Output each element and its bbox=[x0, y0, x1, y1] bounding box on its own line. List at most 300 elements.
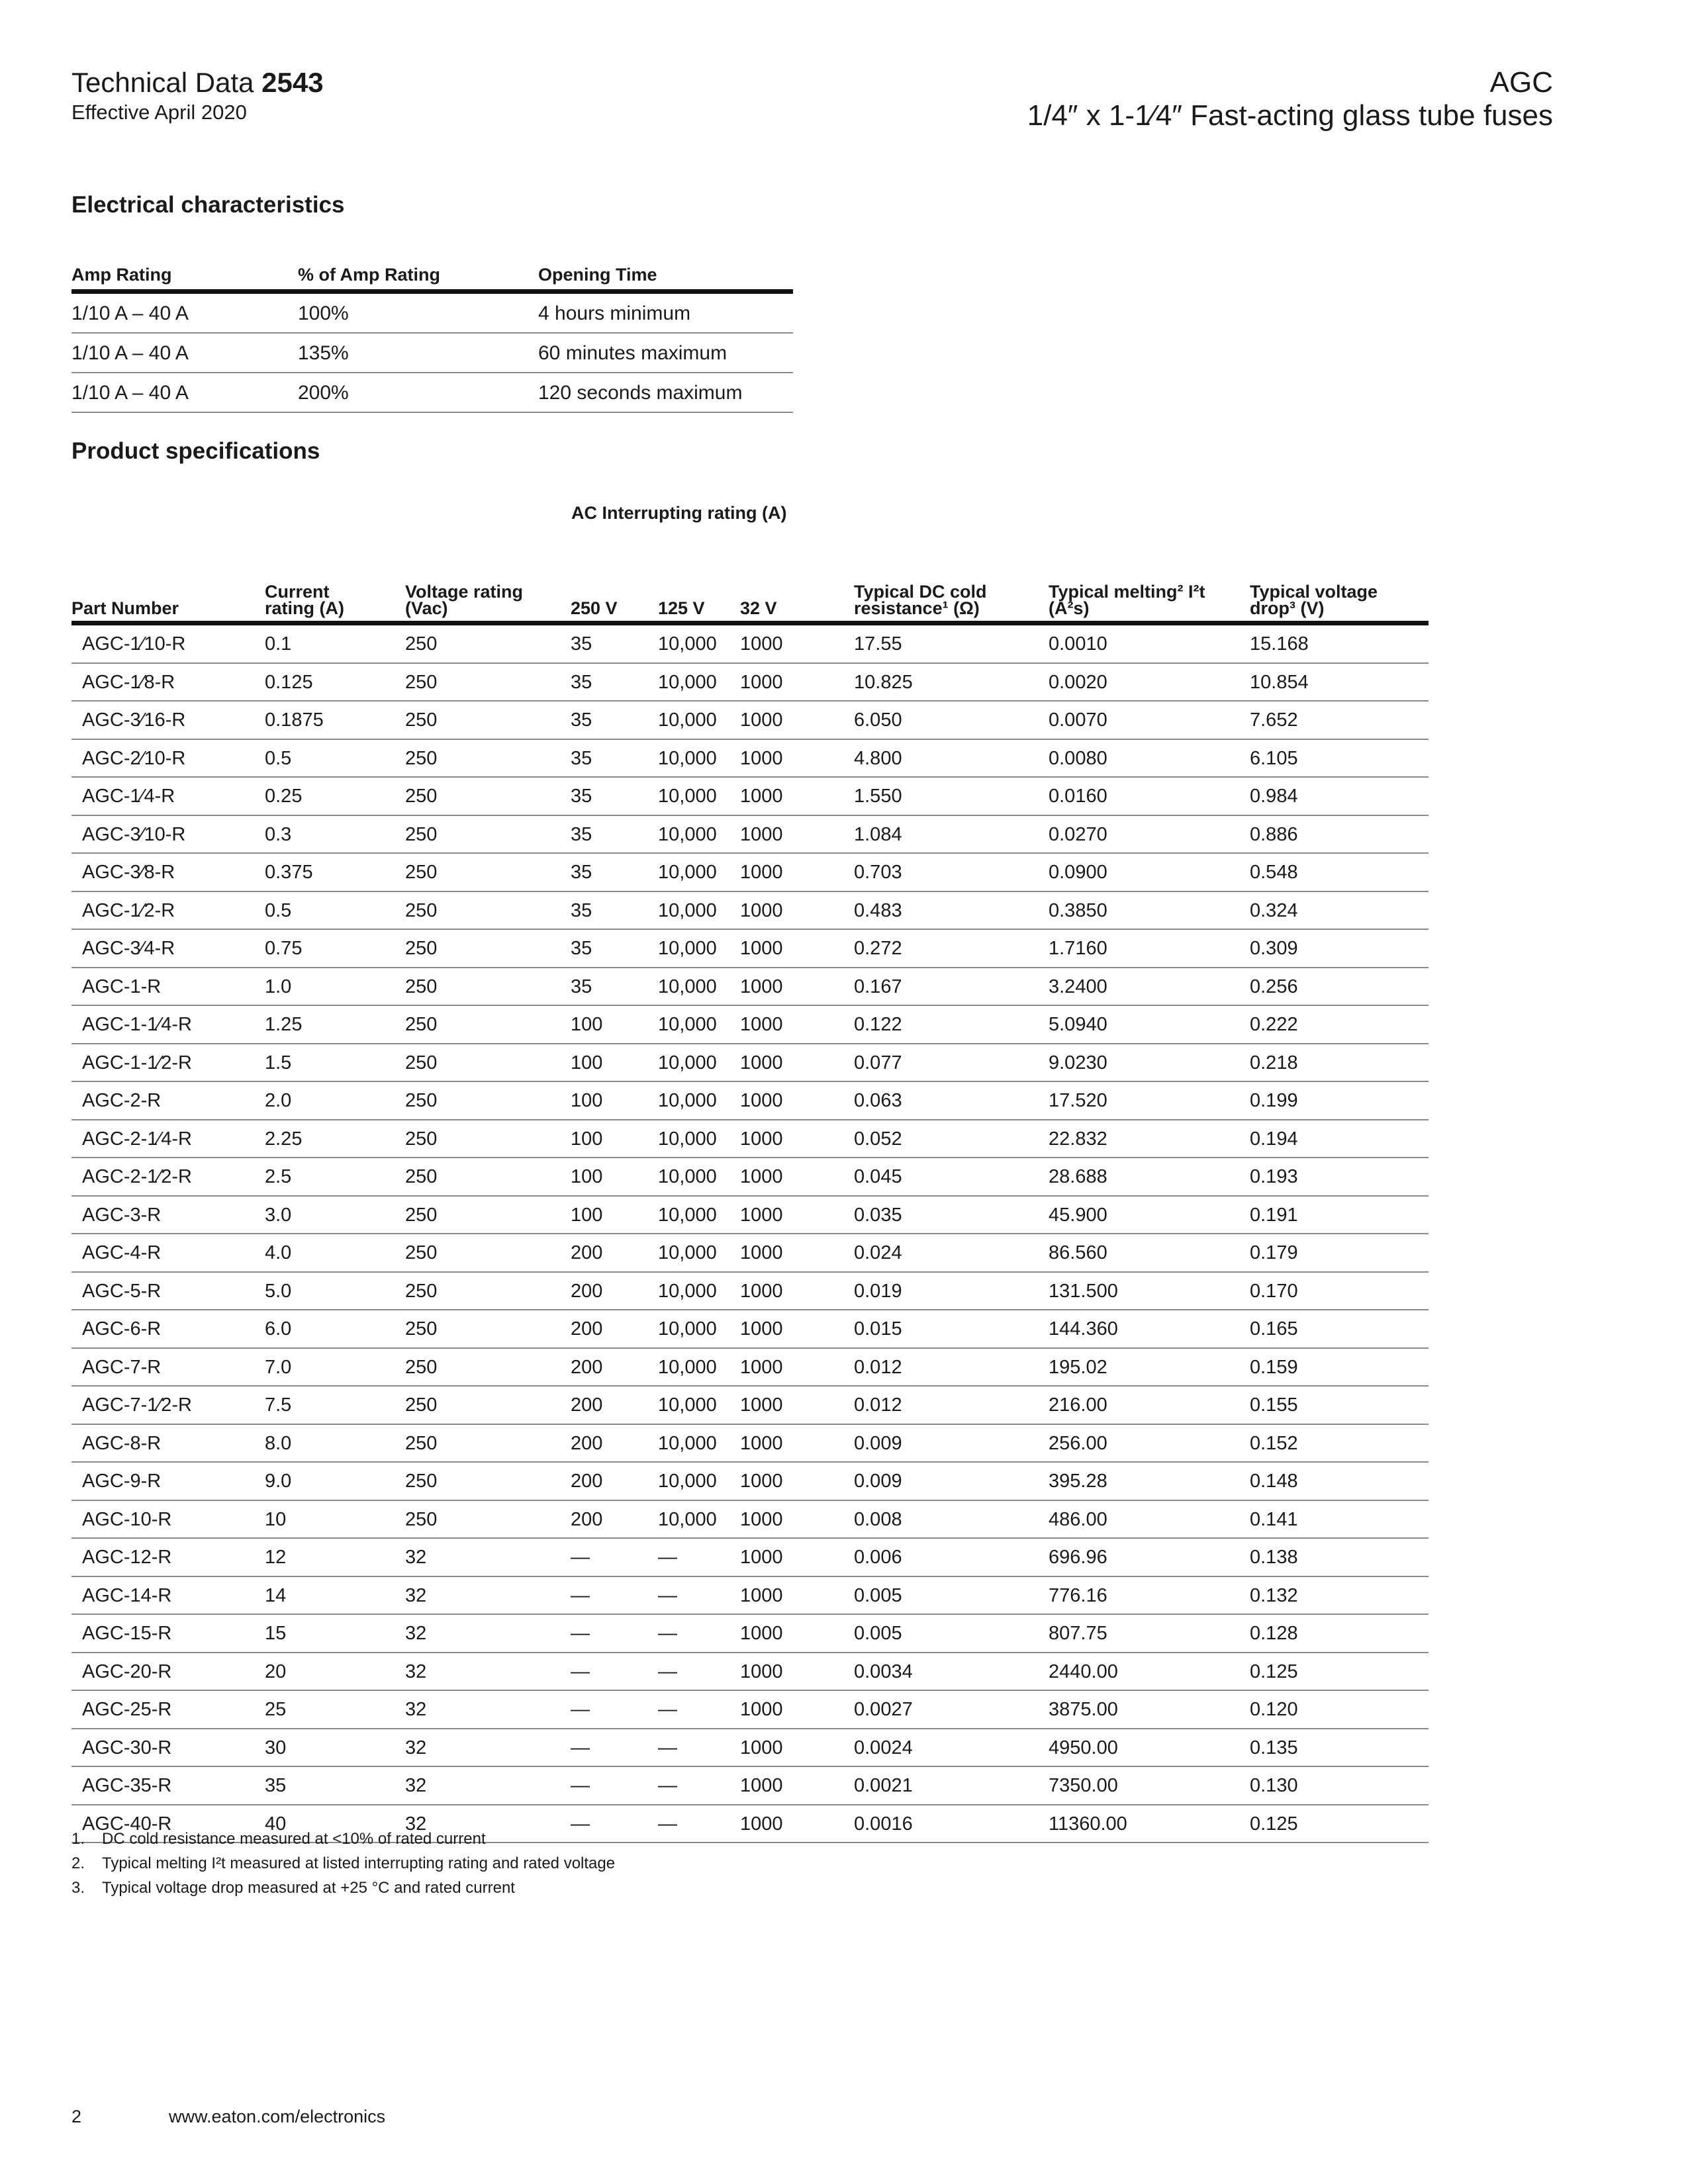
cell-current-rating: 2.0 bbox=[265, 1090, 292, 1111]
cell-melting-i2t: 486.00 bbox=[1049, 1508, 1107, 1530]
cell-part-number: AGC-3⁄8-R bbox=[82, 862, 175, 883]
cell-voltage-rating: 32 bbox=[405, 1661, 427, 1682]
col-voltage-rating: Voltage rating (Vac) bbox=[405, 582, 524, 618]
cell-ac-125v: 10,000 bbox=[658, 862, 717, 883]
table-row bbox=[71, 702, 1429, 740]
footnote-text: Typical melting I²t measured at listed interrupting rating and rated voltage bbox=[102, 1854, 616, 1872]
cell-melting-i2t: 86.560 bbox=[1049, 1242, 1107, 1263]
cell-dc-cold-resistance: 0.045 bbox=[854, 1166, 902, 1187]
col-percent-amp-rating: % of Amp Rating bbox=[298, 265, 440, 285]
table-cell: 60 minutes maximum bbox=[538, 342, 727, 364]
cell-voltage-rating: 250 bbox=[405, 938, 438, 959]
cell-current-rating: 8.0 bbox=[265, 1432, 292, 1454]
table-row bbox=[71, 740, 1429, 778]
cell-ac-32v: 1000 bbox=[740, 1318, 783, 1340]
cell-voltage-drop: 0.309 bbox=[1250, 938, 1298, 959]
cell-current-rating: 40 bbox=[265, 1813, 287, 1835]
cell-part-number: AGC-10-R bbox=[82, 1508, 172, 1530]
cell-melting-i2t: 216.00 bbox=[1049, 1394, 1107, 1416]
footnote-number: 2. bbox=[71, 1854, 85, 1872]
cell-ac-125v: — bbox=[658, 1737, 677, 1758]
cell-dc-cold-resistance: 0.015 bbox=[854, 1318, 902, 1340]
cell-ac-32v: 1000 bbox=[740, 1508, 783, 1530]
cell-voltage-drop: 0.125 bbox=[1250, 1661, 1298, 1682]
cell-dc-cold-resistance: 0.005 bbox=[854, 1584, 902, 1606]
cell-melting-i2t: 0.0010 bbox=[1049, 633, 1107, 655]
cell-voltage-rating: 250 bbox=[405, 1356, 438, 1378]
col-125v: 125 V bbox=[658, 598, 705, 618]
cell-dc-cold-resistance: 0.009 bbox=[854, 1432, 902, 1454]
cell-current-rating: 20 bbox=[265, 1661, 287, 1682]
table-cell: 1/10 A – 40 A bbox=[71, 302, 189, 324]
table-row bbox=[71, 334, 793, 373]
cell-ac-250v: 200 bbox=[571, 1508, 603, 1530]
electrical-table bbox=[71, 260, 793, 413]
cell-voltage-drop: 0.159 bbox=[1250, 1356, 1298, 1378]
cell-melting-i2t: 5.0940 bbox=[1049, 1014, 1107, 1035]
cell-ac-250v: 100 bbox=[571, 1052, 603, 1073]
table-row bbox=[71, 1310, 1429, 1349]
col-amp-rating: Amp Rating bbox=[71, 265, 172, 285]
cell-ac-32v: 1000 bbox=[740, 1280, 783, 1302]
cell-ac-250v: 100 bbox=[571, 1128, 603, 1150]
cell-dc-cold-resistance: 17.55 bbox=[854, 633, 902, 655]
cell-voltage-rating: 250 bbox=[405, 786, 438, 807]
cell-ac-32v: 1000 bbox=[740, 1356, 783, 1378]
cell-current-rating: 25 bbox=[265, 1699, 287, 1720]
cell-ac-32v: 1000 bbox=[740, 1128, 783, 1150]
cell-ac-250v: 35 bbox=[571, 747, 592, 769]
table-row bbox=[71, 294, 793, 334]
cell-part-number: AGC-1-1⁄2-R bbox=[82, 1052, 192, 1073]
cell-melting-i2t: 0.0070 bbox=[1049, 709, 1107, 731]
footnote bbox=[71, 1827, 615, 1851]
cell-dc-cold-resistance: 0.008 bbox=[854, 1508, 902, 1530]
cell-current-rating: 1.5 bbox=[265, 1052, 292, 1073]
cell-melting-i2t: 3.2400 bbox=[1049, 976, 1107, 997]
table-row bbox=[71, 373, 793, 413]
cell-part-number: AGC-20-R bbox=[82, 1661, 172, 1682]
cell-dc-cold-resistance: 10.825 bbox=[854, 671, 913, 693]
table-row bbox=[71, 1767, 1429, 1805]
cell-ac-32v: 1000 bbox=[740, 1014, 783, 1035]
cell-ac-125v: 10,000 bbox=[658, 1014, 717, 1035]
cell-ac-32v: 1000 bbox=[740, 786, 783, 807]
cell-voltage-rating: 250 bbox=[405, 1014, 438, 1035]
table-row bbox=[71, 930, 1429, 968]
doc-title bbox=[71, 66, 324, 99]
cell-current-rating: 9.0 bbox=[265, 1471, 292, 1492]
cell-ac-32v: 1000 bbox=[740, 747, 783, 769]
cell-part-number: AGC-1⁄2-R bbox=[82, 899, 175, 921]
cell-part-number: AGC-3-R bbox=[82, 1204, 162, 1226]
cell-voltage-rating: 32 bbox=[405, 1737, 427, 1758]
cell-ac-32v: 1000 bbox=[740, 976, 783, 997]
electrical-section-title: Electrical characteristics bbox=[71, 192, 345, 218]
cell-current-rating: 4.0 bbox=[265, 1242, 292, 1263]
cell-dc-cold-resistance: 0.006 bbox=[854, 1547, 902, 1568]
cell-melting-i2t: 7350.00 bbox=[1049, 1775, 1118, 1796]
cell-ac-32v: 1000 bbox=[740, 823, 783, 845]
cell-melting-i2t: 45.900 bbox=[1049, 1204, 1107, 1226]
cell-current-rating: 5.0 bbox=[265, 1280, 292, 1302]
cell-ac-32v: 1000 bbox=[740, 1775, 783, 1796]
table-row bbox=[71, 1006, 1429, 1044]
table-cell: 1/10 A – 40 A bbox=[71, 382, 189, 404]
table-cell: 120 seconds maximum bbox=[538, 382, 743, 404]
table-row bbox=[71, 664, 1429, 702]
cell-current-rating: 30 bbox=[265, 1737, 287, 1758]
cell-ac-125v: 10,000 bbox=[658, 976, 717, 997]
cell-ac-250v: 35 bbox=[571, 938, 592, 959]
cell-melting-i2t: 0.0080 bbox=[1049, 747, 1107, 769]
cell-current-rating: 3.0 bbox=[265, 1204, 292, 1226]
cell-ac-250v: 200 bbox=[571, 1356, 603, 1378]
cell-ac-250v: 35 bbox=[571, 786, 592, 807]
cell-ac-125v: 10,000 bbox=[658, 1508, 717, 1530]
cell-ac-250v: 200 bbox=[571, 1432, 603, 1454]
cell-voltage-rating: 250 bbox=[405, 1508, 438, 1530]
table-row bbox=[71, 1463, 1429, 1501]
footer-url[interactable]: www.eaton.com/electronics bbox=[169, 2107, 386, 2126]
cell-ac-125v: — bbox=[658, 1775, 677, 1796]
cell-voltage-drop: 0.199 bbox=[1250, 1090, 1298, 1111]
cell-voltage-drop: 0.256 bbox=[1250, 976, 1298, 997]
product-table-body bbox=[71, 625, 1429, 1843]
table-row bbox=[71, 1120, 1429, 1159]
cell-melting-i2t: 22.832 bbox=[1049, 1128, 1107, 1150]
cell-ac-125v: — bbox=[658, 1661, 677, 1682]
cell-current-rating: 7.5 bbox=[265, 1394, 292, 1416]
table-row bbox=[71, 1044, 1429, 1083]
table-row bbox=[71, 1615, 1429, 1653]
product-code: AGC bbox=[1489, 66, 1553, 99]
cell-ac-125v: 10,000 bbox=[658, 1356, 717, 1378]
cell-part-number: AGC-12-R bbox=[82, 1547, 172, 1568]
electrical-table-header bbox=[71, 260, 793, 294]
cell-current-rating: 14 bbox=[265, 1584, 287, 1606]
table-row bbox=[71, 854, 1429, 892]
cell-part-number: AGC-8-R bbox=[82, 1432, 162, 1454]
cell-ac-125v: — bbox=[658, 1813, 677, 1835]
cell-melting-i2t: 0.0270 bbox=[1049, 823, 1107, 845]
cell-ac-32v: 1000 bbox=[740, 709, 783, 731]
cell-voltage-drop: 0.155 bbox=[1250, 1394, 1298, 1416]
cell-dc-cold-resistance: 6.050 bbox=[854, 709, 902, 731]
cell-ac-32v: 1000 bbox=[740, 1699, 783, 1720]
cell-ac-250v: — bbox=[571, 1699, 590, 1720]
cell-part-number: AGC-4-R bbox=[82, 1242, 162, 1263]
cell-dc-cold-resistance: 4.800 bbox=[854, 747, 902, 769]
table-row bbox=[71, 892, 1429, 931]
cell-ac-250v: 35 bbox=[571, 823, 592, 845]
cell-ac-32v: 1000 bbox=[740, 1547, 783, 1568]
cell-voltage-rating: 250 bbox=[405, 976, 438, 997]
footnote-number: 3. bbox=[71, 1879, 85, 1897]
cell-ac-32v: 1000 bbox=[740, 938, 783, 959]
cell-ac-250v: — bbox=[571, 1737, 590, 1758]
cell-voltage-drop: 15.168 bbox=[1250, 633, 1309, 655]
cell-voltage-drop: 0.193 bbox=[1250, 1166, 1298, 1187]
cell-ac-250v: — bbox=[571, 1813, 590, 1835]
table-row bbox=[71, 968, 1429, 1007]
cell-part-number: AGC-6-R bbox=[82, 1318, 162, 1340]
cell-voltage-drop: 0.141 bbox=[1250, 1508, 1298, 1530]
col-part-number: Part Number bbox=[71, 598, 179, 618]
cell-dc-cold-resistance: 0.005 bbox=[854, 1623, 902, 1644]
table-row bbox=[71, 1653, 1429, 1692]
cell-ac-125v: 10,000 bbox=[658, 1432, 717, 1454]
cell-ac-125v: 10,000 bbox=[658, 709, 717, 731]
cell-voltage-rating: 32 bbox=[405, 1699, 427, 1720]
cell-ac-32v: 1000 bbox=[740, 633, 783, 655]
effective-date: Effective April 2020 bbox=[71, 101, 247, 124]
cell-ac-125v: 10,000 bbox=[658, 1204, 717, 1226]
cell-current-rating: 0.3 bbox=[265, 823, 292, 845]
cell-ac-32v: 1000 bbox=[740, 1584, 783, 1606]
cell-current-rating: 1.0 bbox=[265, 976, 292, 997]
cell-melting-i2t: 144.360 bbox=[1049, 1318, 1118, 1340]
cell-melting-i2t: 256.00 bbox=[1049, 1432, 1107, 1454]
cell-melting-i2t: 131.500 bbox=[1049, 1280, 1118, 1302]
table-row bbox=[71, 1729, 1429, 1768]
cell-part-number: AGC-2-1⁄4-R bbox=[82, 1128, 192, 1150]
footnote-text: DC cold resistance measured at <10% of rated current bbox=[102, 1830, 486, 1848]
cell-dc-cold-resistance: 0.0016 bbox=[854, 1813, 913, 1835]
cell-current-rating: 35 bbox=[265, 1775, 287, 1796]
cell-ac-125v: — bbox=[658, 1584, 677, 1606]
cell-melting-i2t: 28.688 bbox=[1049, 1166, 1107, 1187]
cell-part-number: AGC-35-R bbox=[82, 1775, 172, 1796]
cell-ac-250v: — bbox=[571, 1547, 590, 1568]
cell-melting-i2t: 4950.00 bbox=[1049, 1737, 1118, 1758]
cell-current-rating: 12 bbox=[265, 1547, 287, 1568]
product-table-header bbox=[71, 529, 1429, 625]
cell-ac-250v: 200 bbox=[571, 1242, 603, 1263]
footnote bbox=[71, 1851, 615, 1876]
cell-current-rating: 0.5 bbox=[265, 747, 292, 769]
doc-label: Technical Data bbox=[71, 67, 254, 98]
cell-voltage-drop: 0.548 bbox=[1250, 862, 1298, 883]
cell-voltage-rating: 250 bbox=[405, 1242, 438, 1263]
col-melting-i2t: Typical melting² I²t (A²s) bbox=[1049, 582, 1205, 618]
cell-voltage-drop: 0.170 bbox=[1250, 1280, 1298, 1302]
cell-ac-250v: 100 bbox=[571, 1204, 603, 1226]
cell-ac-250v: — bbox=[571, 1775, 590, 1796]
cell-voltage-drop: 7.652 bbox=[1250, 709, 1298, 731]
cell-voltage-drop: 0.148 bbox=[1250, 1471, 1298, 1492]
cell-voltage-rating: 250 bbox=[405, 1090, 438, 1111]
cell-current-rating: 10 bbox=[265, 1508, 287, 1530]
cell-dc-cold-resistance: 0.272 bbox=[854, 938, 902, 959]
cell-dc-cold-resistance: 0.035 bbox=[854, 1204, 902, 1226]
cell-voltage-rating: 250 bbox=[405, 1204, 438, 1226]
cell-melting-i2t: 395.28 bbox=[1049, 1471, 1107, 1492]
cell-melting-i2t: 0.0900 bbox=[1049, 862, 1107, 883]
cell-ac-32v: 1000 bbox=[740, 1052, 783, 1073]
cell-ac-125v: 10,000 bbox=[658, 823, 717, 845]
cell-current-rating: 0.75 bbox=[265, 938, 303, 959]
cell-ac-125v: 10,000 bbox=[658, 899, 717, 921]
cell-voltage-rating: 250 bbox=[405, 1471, 438, 1492]
cell-voltage-rating: 250 bbox=[405, 671, 438, 693]
cell-ac-250v: 200 bbox=[571, 1318, 603, 1340]
cell-dc-cold-resistance: 0.0027 bbox=[854, 1699, 913, 1720]
cell-ac-250v: 35 bbox=[571, 862, 592, 883]
cell-ac-125v: 10,000 bbox=[658, 1471, 717, 1492]
cell-part-number: AGC-7-R bbox=[82, 1356, 162, 1378]
cell-current-rating: 7.0 bbox=[265, 1356, 292, 1378]
cell-dc-cold-resistance: 0.012 bbox=[854, 1356, 902, 1378]
cell-ac-250v: — bbox=[571, 1584, 590, 1606]
cell-dc-cold-resistance: 0.077 bbox=[854, 1052, 902, 1073]
cell-melting-i2t: 3875.00 bbox=[1049, 1699, 1118, 1720]
cell-part-number: AGC-3⁄10-R bbox=[82, 823, 186, 845]
cell-dc-cold-resistance: 0.483 bbox=[854, 899, 902, 921]
cell-voltage-rating: 250 bbox=[405, 1052, 438, 1073]
table-row bbox=[71, 778, 1429, 816]
cell-part-number: AGC-5-R bbox=[82, 1280, 162, 1302]
table-cell: 200% bbox=[298, 382, 349, 404]
cell-voltage-rating: 250 bbox=[405, 1318, 438, 1340]
cell-melting-i2t: 0.0020 bbox=[1049, 671, 1107, 693]
cell-voltage-drop: 0.179 bbox=[1250, 1242, 1298, 1263]
cell-voltage-rating: 250 bbox=[405, 1166, 438, 1187]
table-cell: 100% bbox=[298, 302, 349, 324]
cell-voltage-drop: 0.128 bbox=[1250, 1623, 1298, 1644]
footnotes bbox=[71, 1827, 615, 1900]
product-section-title: Product specifications bbox=[71, 438, 320, 464]
cell-part-number: AGC-3⁄4-R bbox=[82, 938, 175, 959]
cell-part-number: AGC-7-1⁄2-R bbox=[82, 1394, 192, 1416]
product-description: 1/4″ x 1-1⁄4″ Fast-acting glass tube fuses bbox=[1027, 99, 1553, 132]
cell-part-number: AGC-2-1⁄2-R bbox=[82, 1166, 192, 1187]
cell-ac-125v: 10,000 bbox=[658, 671, 717, 693]
cell-ac-250v: 35 bbox=[571, 671, 592, 693]
cell-voltage-rating: 32 bbox=[405, 1623, 427, 1644]
cell-voltage-drop: 6.105 bbox=[1250, 747, 1298, 769]
cell-ac-125v: 10,000 bbox=[658, 1242, 717, 1263]
col-32v: 32 V bbox=[740, 598, 777, 618]
cell-current-rating: 0.25 bbox=[265, 786, 303, 807]
cell-voltage-drop: 0.191 bbox=[1250, 1204, 1298, 1226]
cell-ac-250v: 35 bbox=[571, 899, 592, 921]
cell-voltage-drop: 10.854 bbox=[1250, 671, 1309, 693]
cell-current-rating: 0.375 bbox=[265, 862, 313, 883]
cell-voltage-drop: 0.165 bbox=[1250, 1318, 1298, 1340]
cell-ac-250v: 100 bbox=[571, 1166, 603, 1187]
cell-part-number: AGC-25-R bbox=[82, 1699, 172, 1720]
cell-current-rating: 6.0 bbox=[265, 1318, 292, 1340]
cell-dc-cold-resistance: 0.122 bbox=[854, 1014, 902, 1035]
cell-voltage-drop: 0.886 bbox=[1250, 823, 1298, 845]
cell-melting-i2t: 11360.00 bbox=[1049, 1813, 1127, 1835]
cell-part-number: AGC-1⁄4-R bbox=[82, 786, 175, 807]
cell-ac-125v: 10,000 bbox=[658, 1090, 717, 1111]
cell-part-number: AGC-14-R bbox=[82, 1584, 172, 1606]
cell-voltage-rating: 250 bbox=[405, 747, 438, 769]
col-250v: 250 V bbox=[571, 598, 618, 618]
cell-voltage-rating: 250 bbox=[405, 633, 438, 655]
cell-ac-125v: 10,000 bbox=[658, 1394, 717, 1416]
cell-part-number: AGC-1⁄8-R bbox=[82, 671, 175, 693]
cell-ac-32v: 1000 bbox=[740, 1242, 783, 1263]
cell-ac-32v: 1000 bbox=[740, 1737, 783, 1758]
table-row bbox=[71, 1234, 1429, 1273]
cell-dc-cold-resistance: 0.024 bbox=[854, 1242, 902, 1263]
cell-voltage-rating: 250 bbox=[405, 899, 438, 921]
cell-ac-125v: — bbox=[658, 1547, 677, 1568]
cell-ac-32v: 1000 bbox=[740, 862, 783, 883]
cell-melting-i2t: 696.96 bbox=[1049, 1547, 1107, 1568]
cell-part-number: AGC-2-R bbox=[82, 1090, 162, 1111]
cell-voltage-rating: 250 bbox=[405, 823, 438, 845]
cell-part-number: AGC-1-R bbox=[82, 976, 162, 997]
cell-ac-32v: 1000 bbox=[740, 899, 783, 921]
cell-voltage-drop: 0.130 bbox=[1250, 1775, 1298, 1796]
cell-dc-cold-resistance: 0.0021 bbox=[854, 1775, 913, 1796]
cell-ac-125v: 10,000 bbox=[658, 1166, 717, 1187]
table-row bbox=[71, 1577, 1429, 1615]
footnote bbox=[71, 1876, 615, 1900]
table-cell: 4 hours minimum bbox=[538, 302, 691, 324]
cell-melting-i2t: 17.520 bbox=[1049, 1090, 1107, 1111]
cell-ac-32v: 1000 bbox=[740, 671, 783, 693]
cell-ac-32v: 1000 bbox=[740, 1813, 783, 1835]
table-row bbox=[71, 1539, 1429, 1577]
cell-part-number: AGC-15-R bbox=[82, 1623, 172, 1644]
cell-part-number: AGC-2⁄10-R bbox=[82, 747, 186, 769]
cell-part-number: AGC-1-1⁄4-R bbox=[82, 1014, 192, 1035]
cell-current-rating: 2.5 bbox=[265, 1166, 292, 1187]
cell-voltage-drop: 0.152 bbox=[1250, 1432, 1298, 1454]
cell-part-number: AGC-40-R bbox=[82, 1813, 172, 1835]
col-voltage-drop: Typical voltage drop³ (V) bbox=[1250, 582, 1378, 618]
cell-ac-125v: 10,000 bbox=[658, 1128, 717, 1150]
table-row bbox=[71, 1273, 1429, 1311]
cell-voltage-rating: 32 bbox=[405, 1584, 427, 1606]
cell-dc-cold-resistance: 1.084 bbox=[854, 823, 902, 845]
cell-ac-125v: 10,000 bbox=[658, 633, 717, 655]
cell-ac-32v: 1000 bbox=[740, 1471, 783, 1492]
cell-voltage-rating: 250 bbox=[405, 862, 438, 883]
cell-dc-cold-resistance: 1.550 bbox=[854, 786, 902, 807]
cell-melting-i2t: 0.0160 bbox=[1049, 786, 1107, 807]
table-row bbox=[71, 1501, 1429, 1539]
table-row bbox=[71, 1425, 1429, 1463]
cell-voltage-drop: 0.132 bbox=[1250, 1584, 1298, 1606]
table-row bbox=[71, 1197, 1429, 1235]
cell-voltage-rating: 250 bbox=[405, 1394, 438, 1416]
cell-current-rating: 15 bbox=[265, 1623, 287, 1644]
cell-ac-32v: 1000 bbox=[740, 1394, 783, 1416]
cell-dc-cold-resistance: 0.703 bbox=[854, 862, 902, 883]
cell-dc-cold-resistance: 0.167 bbox=[854, 976, 902, 997]
footnote-text: Typical voltage drop measured at +25 °C and rated current bbox=[102, 1879, 515, 1897]
cell-voltage-drop: 0.138 bbox=[1250, 1547, 1298, 1568]
cell-ac-250v: 35 bbox=[571, 709, 592, 731]
table-row bbox=[71, 816, 1429, 854]
table-row bbox=[71, 1082, 1429, 1120]
cell-voltage-drop: 0.125 bbox=[1250, 1813, 1298, 1835]
cell-ac-125v: 10,000 bbox=[658, 938, 717, 959]
cell-voltage-rating: 250 bbox=[405, 1432, 438, 1454]
cell-dc-cold-resistance: 0.063 bbox=[854, 1090, 902, 1111]
cell-voltage-rating: 32 bbox=[405, 1813, 427, 1835]
cell-current-rating: 0.5 bbox=[265, 899, 292, 921]
col-current-rating: Current rating (A) bbox=[265, 582, 344, 618]
cell-voltage-drop: 0.218 bbox=[1250, 1052, 1298, 1073]
